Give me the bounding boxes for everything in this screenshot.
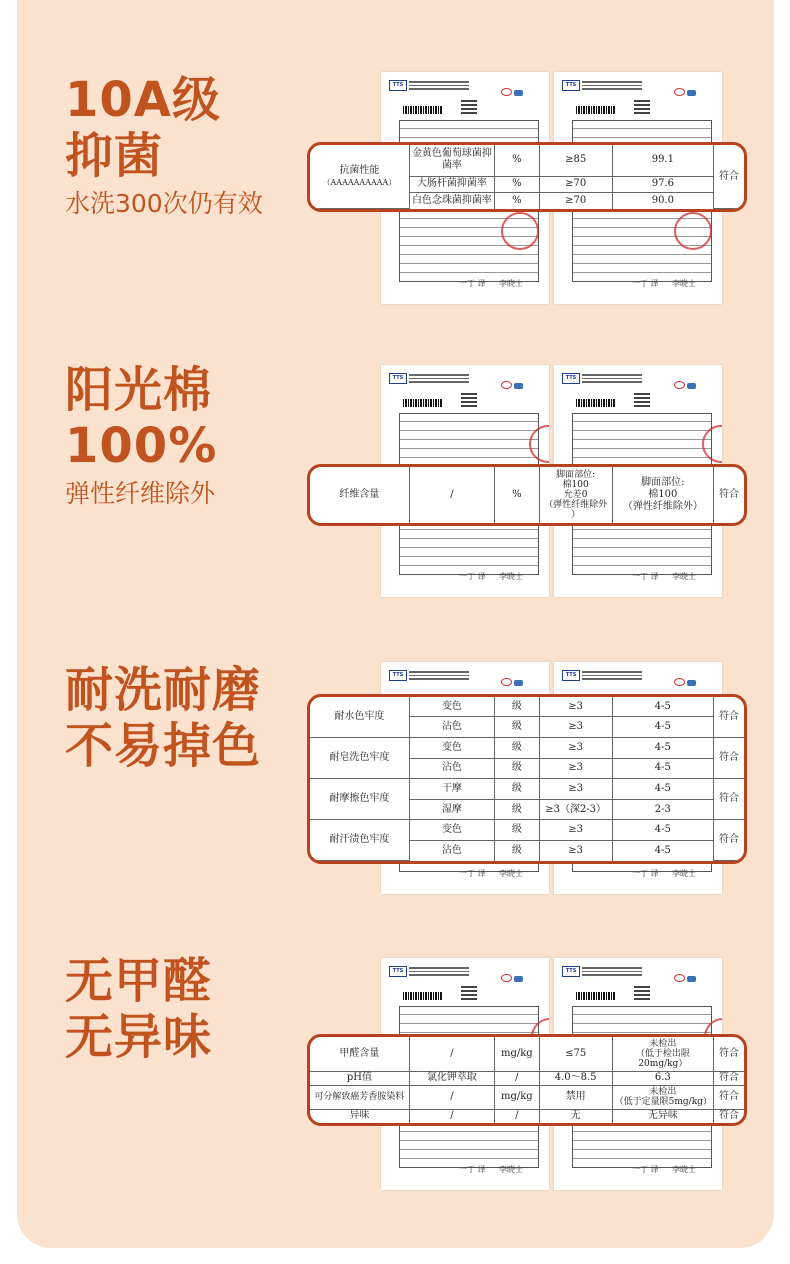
headline-antibacterial <box>65 72 221 184</box>
sub-item: 沾色 <box>409 841 494 861</box>
unit: mg/kg <box>495 1037 540 1071</box>
unit: 级 <box>495 737 540 758</box>
unit: 级 <box>495 841 540 861</box>
headline-line-2: 无异味 <box>65 1009 213 1065</box>
result: 97.6 <box>612 176 713 193</box>
antibacterial-result-table <box>307 142 747 212</box>
tts-logo: TTS <box>562 966 580 977</box>
result: 90.0 <box>612 193 713 209</box>
row-name: 白色念珠菌抑菌率 <box>409 193 494 209</box>
headline-cotton <box>65 362 217 474</box>
verdict: 符合 <box>714 820 744 861</box>
tts-logo: TTS <box>562 670 580 681</box>
item-name: 可分解致癌芳香胺染料 <box>310 1086 409 1109</box>
requirement: ≥3（深2-3） <box>539 799 612 820</box>
sub-item: 变色 <box>409 697 494 717</box>
requirement: ≥3 <box>539 841 612 861</box>
qr-code <box>634 984 650 1000</box>
result: 2-3 <box>612 799 713 820</box>
verdict: 符合 <box>714 737 744 778</box>
signature: 李晓士 <box>499 869 523 878</box>
verdict: 符合 <box>714 1109 744 1123</box>
tts-logo: TTS <box>389 966 407 977</box>
requirement: ≥3 <box>539 779 612 800</box>
barcode <box>576 106 616 114</box>
item-name: 异味 <box>310 1109 409 1123</box>
requirement: ≥3 <box>539 737 612 758</box>
signature: 一丁 译 <box>632 1165 659 1174</box>
unit: % <box>495 467 540 523</box>
signature: 李晓士 <box>499 279 523 288</box>
requirement: 脚面部位: 棉100 允差0 （弹性纤维除外 ） <box>539 467 612 523</box>
unit: / <box>495 1071 540 1086</box>
result: 4-5 <box>612 717 713 738</box>
unit: 级 <box>495 758 540 779</box>
item-name: 耐摩擦色牢度 <box>310 779 409 820</box>
headline-line-2: 抑菌 <box>65 128 164 184</box>
unit: % <box>495 176 540 193</box>
signature: 一丁 译 <box>632 279 659 288</box>
signature: 李晓士 <box>672 869 696 878</box>
qr-code <box>634 391 650 407</box>
requirement: 无 <box>539 1109 612 1123</box>
barcode <box>576 992 616 1000</box>
verdict: 符合 <box>714 145 744 209</box>
verdict: 符合 <box>714 697 744 737</box>
verdict: 符合 <box>714 467 744 523</box>
unit: % <box>495 145 540 176</box>
result: 4-5 <box>612 737 713 758</box>
signature: 一丁 译 <box>459 572 486 581</box>
requirement: 4.0～8.5 <box>539 1071 612 1086</box>
headline-colorfast <box>65 662 261 774</box>
red-stamp <box>501 212 539 250</box>
item-cell <box>310 145 409 209</box>
result: 未检出 （低于定量限5mg/kg） <box>612 1086 713 1109</box>
signature: 一丁 译 <box>459 869 486 878</box>
unit: mg/kg <box>495 1086 540 1109</box>
headline-no-formaldehyde <box>65 953 212 1065</box>
sub-item: 沾色 <box>409 758 494 779</box>
item-name: 甲醛含量 <box>310 1037 409 1071</box>
tts-logo: TTS <box>389 373 407 384</box>
barcode <box>403 399 443 407</box>
headline-line-2: 100% <box>65 418 218 474</box>
headline-line-1: 无甲醛 <box>65 953 213 1009</box>
result: 未检出 （低于检出限20mg/kg） <box>612 1037 713 1071</box>
unit: 级 <box>495 820 540 841</box>
unit: 级 <box>495 779 540 800</box>
item-name: 耐皂洗色牢度 <box>310 737 409 778</box>
row-name: 金黄色葡萄球菌抑菌率 <box>409 145 494 176</box>
barcode <box>403 992 443 1000</box>
requirement: ≥85 <box>539 145 612 176</box>
subheadline: 水洗300次仍有效 <box>65 189 263 218</box>
headline-line-1: 阳光棉 <box>65 362 213 418</box>
requirement: ≥3 <box>539 820 612 841</box>
qr-code <box>461 391 477 407</box>
result: 4-5 <box>612 841 713 861</box>
sub-item: 沾色 <box>409 717 494 738</box>
result: 无异味 <box>612 1109 713 1123</box>
unit: 级 <box>495 717 540 738</box>
sub-item: 干摩 <box>409 779 494 800</box>
headline-line-1: 10A级 <box>65 72 221 128</box>
qr-code <box>634 98 650 114</box>
signature: 李晓士 <box>672 1165 696 1174</box>
safety-result-table <box>307 1034 747 1126</box>
requirement: ≥70 <box>539 176 612 193</box>
sub-item: 变色 <box>409 820 494 841</box>
verdict: 符合 <box>714 1086 744 1109</box>
method: 氯化钾萃取 <box>409 1071 494 1086</box>
method: / <box>409 467 494 523</box>
item-note: （AAAAAAAAAA） <box>322 177 397 187</box>
tts-logo: TTS <box>562 373 580 384</box>
unit: / <box>495 1109 540 1123</box>
signature: 李晓士 <box>672 279 696 288</box>
subheadline: 弹性纤维除外 <box>65 479 216 508</box>
requirement: ≥3 <box>539 758 612 779</box>
requirement: ≥3 <box>539 717 612 738</box>
barcode <box>576 399 616 407</box>
signature: 李晓士 <box>499 1165 523 1174</box>
unit: % <box>495 193 540 209</box>
signature: 李晓士 <box>499 572 523 581</box>
method: / <box>409 1037 494 1071</box>
requirement: 禁用 <box>539 1086 612 1109</box>
result: 4-5 <box>612 697 713 717</box>
verdict: 符合 <box>714 779 744 820</box>
result: 99.1 <box>612 145 713 176</box>
result: 6.3 <box>612 1071 713 1086</box>
result: 脚面部位: 棉100 （弹性纤维除外） <box>612 467 713 523</box>
signature: 一丁 译 <box>632 869 659 878</box>
qr-code <box>461 984 477 1000</box>
barcode <box>403 106 443 114</box>
unit: 级 <box>495 697 540 717</box>
verdict: 符合 <box>714 1071 744 1086</box>
headline-line-2: 不易掉色 <box>65 718 262 774</box>
item-name: 耐水色牢度 <box>310 697 409 737</box>
tts-logo: TTS <box>562 80 580 91</box>
item-name: 纤维含量 <box>310 467 409 523</box>
result: 4-5 <box>612 758 713 779</box>
result: 4-5 <box>612 820 713 841</box>
fiber-content-table <box>307 464 747 526</box>
tts-logo: TTS <box>389 670 407 681</box>
color-fastness-table <box>307 694 747 864</box>
item-name: 抗菌性能 <box>339 164 380 176</box>
requirement: ≥3 <box>539 697 612 717</box>
signature: 一丁 译 <box>459 279 486 288</box>
tts-logo: TTS <box>389 80 407 91</box>
signature: 一丁 译 <box>459 1165 486 1174</box>
qr-code <box>461 98 477 114</box>
unit: 级 <box>495 799 540 820</box>
requirement: ≤75 <box>539 1037 612 1071</box>
item-name: 耐汗渍色牢度 <box>310 820 409 861</box>
row-name: 大肠杆菌抑菌率 <box>409 176 494 193</box>
item-name: pH值 <box>310 1071 409 1086</box>
red-stamp <box>674 212 712 250</box>
sub-item: 湿摩 <box>409 799 494 820</box>
method: / <box>409 1109 494 1123</box>
verdict: 符合 <box>714 1037 744 1071</box>
requirement: ≥70 <box>539 193 612 209</box>
method: / <box>409 1086 494 1109</box>
result: 4-5 <box>612 779 713 800</box>
signature: 李晓士 <box>672 572 696 581</box>
sub-item: 变色 <box>409 737 494 758</box>
signature: 一丁 译 <box>632 572 659 581</box>
headline-line-1: 耐洗耐磨 <box>65 662 262 718</box>
